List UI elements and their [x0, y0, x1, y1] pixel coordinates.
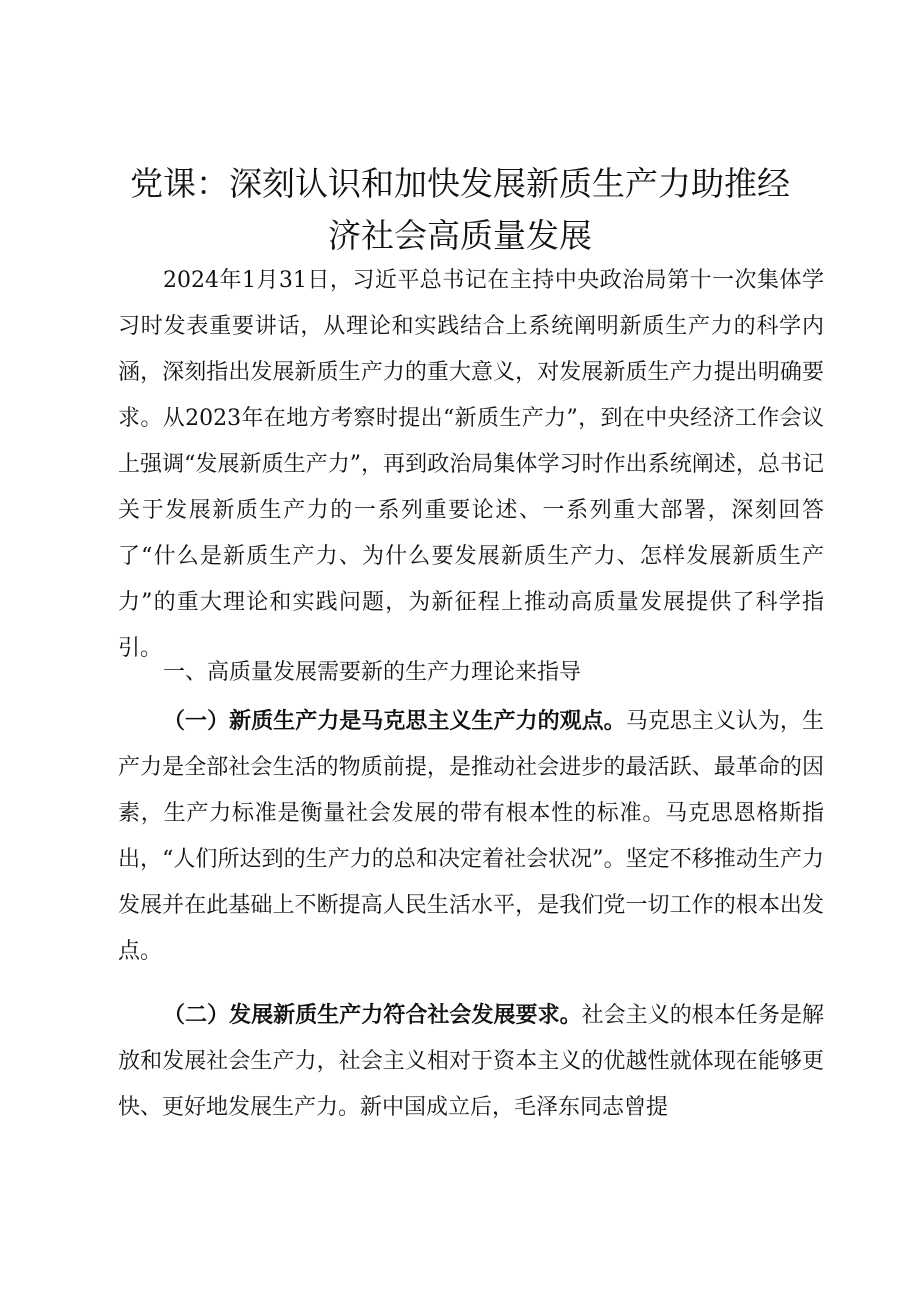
subsection-1-body: 马克思主义认为，生产力是全部社会生活的物质前提，是推动社会进步的最活跃、最革命的因素，生产力标准是衡量社会发展的带有根本性的标准。马克思恩格斯指出，“人们所达到的生产力的总和决定着社会状况”。坚定不移推动生产力发展并在此基础上不断提高人民生活水平，是我们党一切工作的根本出发点。 [118, 709, 824, 964]
subsection-2-heading: （二）发展新质生产力符合社会发展要求。 [163, 1002, 582, 1028]
document-title-line-2: 济社会高质量发展 [328, 216, 592, 255]
intro-paragraph: 2024年1月31日，习近平总书记在主持中央政治局第十一次集体学习时发表重要讲话，从理论和实践结合上系统阐明新质生产力的科学内涵，深刻指出发展新质生产力的重大意义，对发展新质生产力提出明确要求。从2023年在地方考察时提出“新质生产力”，到在中央经济工作会议上强调“发展新质生产力”，再到政治局集体学习时作出系统阐述，总书记关于发展新质生产力的一系列重要论述、一系列重大部署，深刻回答了“什么是新质生产力、为什么要发展新质生产力、怎样发展新质生产力”的重大理论和实践问题，为新征程上推动高质量发展提供了科学指引。 [118, 268, 824, 661]
subsection-1-paragraph [118, 698, 824, 975]
subsection-2-paragraph [118, 992, 824, 1131]
subsection-1-heading: （一）新质生产力是马克思主义生产力的观点。 [163, 708, 626, 734]
section-1-heading: 一、高质量发展需要新的生产力理论来指导 [163, 660, 582, 685]
subsection-2-body: 社会主义的根本任务是解放和发展社会生产力，社会主义相对于资本主义的优越性就体现在能够更快、更好地发展生产力。新中国成立后，毛泽东同志曾提 [118, 1003, 824, 1120]
document-title-line-1: 党课：深刻认识和加快发展新质生产力助推经 [130, 164, 790, 203]
